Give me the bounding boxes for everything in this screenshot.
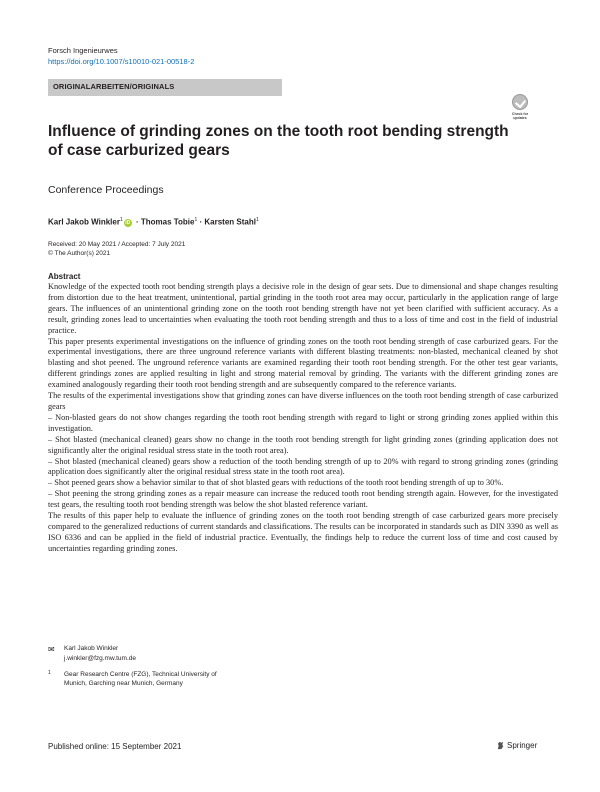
doi-link[interactable]: https://doi.org/10.1007/s10010-021-00518-2	[48, 57, 195, 66]
check-updates-label: Check for updates	[511, 112, 529, 120]
author-separator: ·	[197, 217, 205, 227]
abstract-bullet: – Shot blasted (mechanical cleaned) gears show a reduction of the tooth bending strength of up to 20% with regard to strong grinding zones (grinding application does significantly alter the original residual stress state in the tooth root area).	[48, 456, 558, 477]
abstract-bullet: – Non-blasted gears do not show changes regarding the tooth root bending strength with regard to light or strong grinding zones applied within this investigation.	[48, 412, 558, 433]
author-name[interactable]: Karl Jakob Winkler	[48, 217, 120, 227]
abstract-paragraph: The results of this paper help to evaluate the influence of grinding zones on the tooth root bending strength of case carburized gears more precisely compared to the generalized reductions of current standards and classifications. The results can be incorporated in standards such as DIN 3390 as well as ISO 6336 and can be applied in the field of industrial practice. Eventually, the findings help to reduce the current loss of time and cost caused by uncertainties regarding grinding zones.	[48, 511, 558, 553]
author-separator: ·	[133, 217, 141, 227]
section-label: ORIGINALARBEITEN/ORIGINALS	[53, 82, 175, 91]
published-online-date: Published online: 15 September 2021	[48, 742, 182, 751]
article-title: Influence of grinding zones on the tooth root bending strength of case carburized gears	[48, 123, 509, 159]
publisher-logo	[496, 741, 537, 750]
abstract-bullet: – Shot peening the strong grinding zones as a repair measure can increase the reduced tooth root bending strength again. However, for the investigated test gears, the resulting tooth root bending strength was below the shot blasted reference variant.	[48, 489, 558, 510]
abstract-body	[48, 282, 558, 555]
author-name[interactable]: Karsten Stahl	[204, 217, 256, 227]
author-list	[48, 217, 259, 227]
abstract-bullet: – Shot peened gears show a behavior similar to that of shot blasted gears with reductions of the tooth root bending strength of up to 30%.	[48, 478, 504, 488]
author-affiliation-mark: 1	[119, 217, 123, 223]
author-affiliation-mark: 1	[194, 217, 198, 223]
author-name[interactable]: Thomas Tobie	[140, 217, 195, 227]
journal-name: Forsch Ingenieurwes	[48, 46, 118, 55]
check-for-updates-badge[interactable]	[509, 94, 531, 124]
envelope-icon: ✉	[48, 645, 55, 654]
abstract-bullet: – Shot blasted (mechanical cleaned) gears show no change in the tooth root bending strength for light grinding zones (grinding application does not significantly alter the original residual stress state in the tooth root area).	[48, 434, 558, 455]
article-type: Conference Proceedings	[48, 184, 164, 196]
abstract-paragraph: Knowledge of the expected tooth root bending strength plays a decisive role in the design of gear sets. Due to dimensional and shape changes resulting from distortion due to the heat treatment, unintentional, partial grinding in the tooth root area may occur, particularly in the application range of large gears. The influences of an unintentional grinding zone on the tooth root bending strength have not yet been clarified with sufficient accuracy. As a result, grinding zones lead to uncertainties when evaluating the tooth root bending strength and thus to a loss of time and cost in the field of industrial practice.	[48, 282, 558, 335]
publisher-name: Springer	[507, 741, 538, 750]
orcid-icon[interactable]: iD	[125, 219, 131, 226]
check-icon	[512, 94, 528, 110]
abstract-paragraph: The results of the experimental investigations show that grinding zones can have diverse influences on the tooth root bending strength of case carburized gears	[48, 391, 558, 411]
abstract-paragraph: This paper presents experimental investigations on the influence of grinding zones on the tooth root bending strength of case carburized gears. For the experimental investigations, there are three unground reference variants with different blasting treatments: non-blasted, mechanical cleaned by shot blasting and shot peened. The unground reference variants are examined regarding their tooth root bending strength. For the other test gear variants, different grindings zones are applied resulting in light and strong material removal by grinding. The variants with the different grinding zones are examined analogously regarding their tooth root bending strength and are subsequently compared to the reference variants.	[48, 336, 558, 390]
affiliation-text: Gear Research Centre (FZG), Technical University of Munich, Garching near Munich, Germany	[64, 671, 217, 687]
springer-horse-icon	[496, 741, 505, 750]
affiliation-number: 1	[48, 670, 51, 676]
received-accepted-dates: Received: 20 May 2021 / Accepted: 7 July 2021	[48, 241, 186, 248]
copyright-notice: © The Author(s) 2021	[48, 250, 111, 257]
author-affiliation-mark: 1	[255, 217, 259, 223]
abstract-heading: Abstract	[48, 272, 81, 281]
corresponding-author-name: Karl Jakob Winkler	[64, 645, 119, 652]
corresponding-author-email[interactable]: j.winkler@fzg.mw.tum.de	[64, 655, 136, 662]
